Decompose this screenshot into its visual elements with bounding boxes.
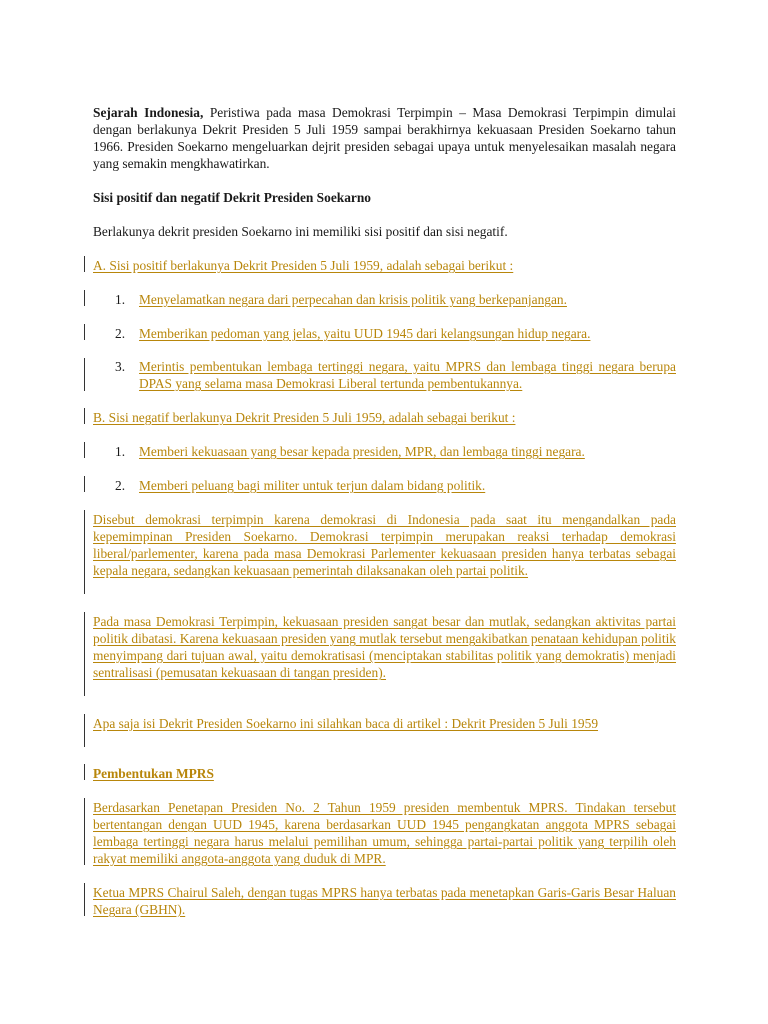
list-item-text: Menyelamatkan negara dari perpecahan dan krisis politik yang berkepanjangan. [139, 292, 567, 307]
list-item-text: Memberi peluang bagi militer untuk terjun dalam bidang politik. [139, 478, 486, 493]
revision-bar [84, 256, 85, 272]
list-number: 1. [115, 444, 126, 459]
paragraph-pada-masa: Pada masa Demokrasi Terpimpin, kekuasaan presiden sangat besar dan mutlak, sedangkan aktivitas partai politik dibatasi. Karena kekuasaan presiden yang mutlak tersebut mengakibatkan penataan kehidupan politik menyimpang dari tujuan awal, yaitu demokratisasi (menciptakan stabilitas politik yang demokratis) menjadi sentralisasi (pemusatan kekuasaan di tangan presiden). [93, 614, 676, 680]
section-intro-text: Berlakunya dekrit presiden Soekarno ini memiliki sisi positif dan sisi negatif. [93, 224, 508, 239]
list-item [93, 358, 676, 392]
negative-heading: B. Sisi negatif berlakunya Dekrit Presiden 5 Juli 1959, adalah sebagai berikut : [93, 410, 516, 425]
list-item [93, 443, 676, 460]
intro-lead: Sejarah Indonesia, [93, 105, 204, 120]
revision-bar [84, 612, 85, 696]
revision-bar [84, 442, 85, 458]
revision-bar [84, 798, 85, 865]
paragraph-ketua: Ketua MPRS Chairul Saleh, dengan tugas MPRS hanya terbatas pada menetapkan Garis-Garis Besar Haluan Negara (GBHN). [93, 885, 676, 917]
revision-bar [84, 764, 85, 780]
paragraph-apa-saja: Apa saja isi Dekrit Presiden Soekarno ini silahkan baca di artikel : Dekrit Presiden 5 Juli 1959 [93, 716, 599, 731]
intro-paragraph [93, 104, 676, 172]
revision-bar [84, 290, 85, 306]
revision-bar [84, 714, 85, 747]
revision-bar [84, 476, 85, 492]
list-item-text: Memberikan pedoman yang jelas, yaitu UUD 1945 dari kelangsungan hidup negara. [139, 326, 591, 341]
revision-bar [84, 324, 85, 340]
section-title-mprs: Pembentukan MPRS [93, 766, 214, 781]
list-item [93, 477, 676, 494]
revision-bar [84, 358, 85, 391]
list-item-text: Memberi kekuasaan yang besar kepada presiden, MPR, dan lembaga tinggi negara. [139, 444, 585, 459]
revision-bar [84, 510, 85, 594]
revision-bar [84, 408, 85, 424]
list-number: 2. [115, 478, 126, 493]
revision-bar [84, 883, 85, 916]
list-item [93, 291, 676, 308]
list-item [93, 325, 676, 342]
list-number: 2. [115, 326, 126, 341]
list-number: 1. [115, 292, 126, 307]
positive-heading: A. Sisi positif berlakunya Dekrit Presiden 5 Juli 1959, adalah sebagai berikut : [93, 258, 514, 273]
list-number: 3. [115, 359, 126, 374]
paragraph-disebut: Disebut demokrasi terpimpin karena demokrasi di Indonesia pada saat itu mengandalkan pada kepemimpinan Presiden Soekarno. Demokrasi terpimpin merupakan reaksi terhadap demokrasi liberal/parlementer, karena pada masa Demokrasi Parlementer kekuasaan presiden hanya terbatas sebagai kepala negara, sedangkan kekuasaan pemerintah dilaksanakan oleh partai politik. [93, 512, 676, 578]
section-title-dekrit: Sisi positif dan negatif Dekrit Presiden Soekarno [93, 190, 371, 205]
intro-text: Peristiwa pada masa Demokrasi Terpimpin – Masa Demokrasi Terpimpin dimulai dengan berlakunya Dekrit Presiden 5 Juli 1959 sampai berakhirnya kekuasaan Presiden Soekarno tahun 1966. Presiden Soekarno mengeluarkan dejrit presiden sebagai upaya untuk menyelesaikan masalah negara yang semakin mengkhawatirkan. [93, 105, 676, 171]
paragraph-berdasarkan: Berdasarkan Penetapan Presiden No. 2 Tahun 1959 presiden membentuk MPRS. Tindakan tersebut bertentangan dengan UUD 1945, karena berdasarkan UUD 1945 pengangkatan anggota MPRS sebagai lembaga tertinggi negara harus melalui pemilihan umum, sehingga partai-partai politik yang terpilih oleh rakyat memiliki anggota-anggota yang duduk di MPR. [93, 800, 676, 866]
list-item-text: Merintis pembentukan lembaga tertinggi negara, yaitu MPRS dan lembaga tinggi negara berupa DPAS yang selama masa Demokrasi Liberal tertunda pembentukannya. [139, 359, 676, 391]
